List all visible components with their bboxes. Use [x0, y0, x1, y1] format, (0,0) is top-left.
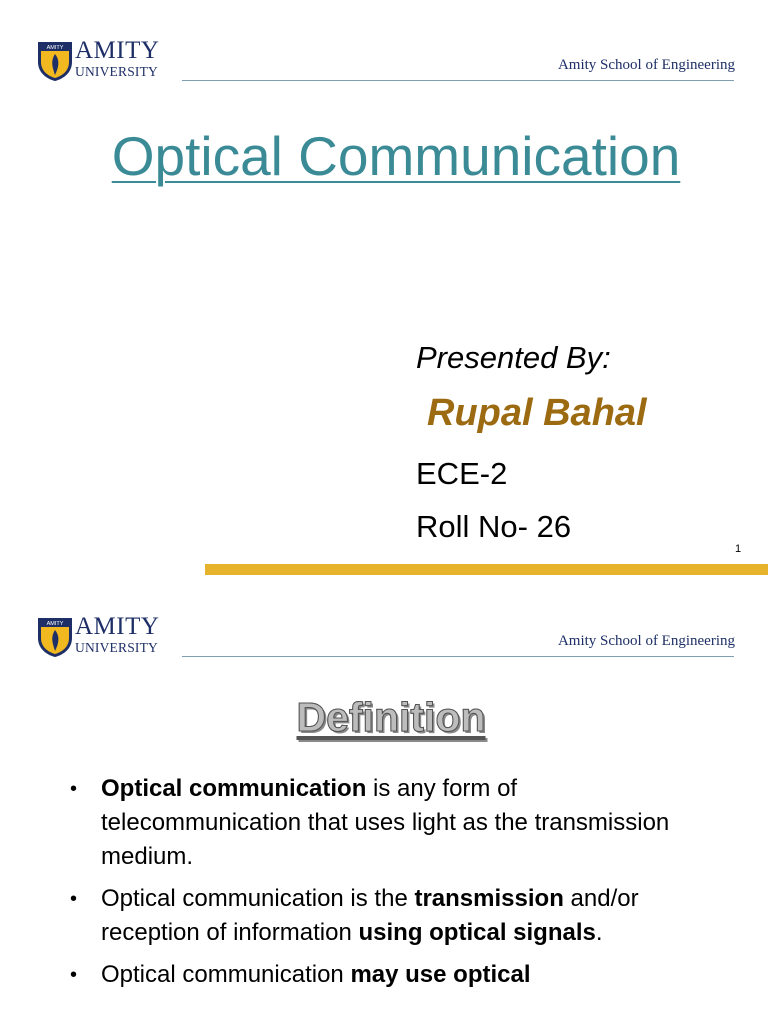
header-divider — [182, 80, 734, 81]
brand-name: AMITY — [75, 37, 160, 64]
bullet-dot-icon: • — [70, 778, 78, 800]
amity-crest-icon — [36, 40, 74, 82]
bullet-text: and/or reception of information — [101, 885, 639, 946]
definition-bullet — [70, 958, 690, 992]
bullet-text: Optical communication — [101, 961, 351, 988]
presenter-name: Rupal Bahal — [427, 392, 647, 434]
slide-2 — [0, 586, 768, 1024]
school-name: Amity School of Engineering — [557, 57, 735, 73]
presenter-roll: Roll No- 26 — [416, 509, 572, 544]
presented-by-label: Presented By: — [416, 340, 611, 375]
bullet-emphasis: using optical signals — [358, 919, 596, 946]
slide-title: Optical Communication — [111, 125, 681, 187]
definition-bullet — [70, 882, 690, 950]
definition-heading: Definition — [296, 694, 486, 740]
amity-logo — [36, 613, 176, 660]
header-divider — [182, 656, 734, 657]
definition-bullet — [70, 772, 690, 874]
brand-subtitle: UNIVERSITY — [75, 640, 158, 655]
bullet-text: . — [595, 919, 603, 946]
brand-subtitle: UNIVERSITY — [75, 64, 158, 79]
school-name: Amity School of Engineering — [557, 633, 735, 649]
bullet-dot-icon: • — [70, 964, 78, 986]
bullet-emphasis: transmission — [414, 885, 564, 912]
presenter-class: ECE-2 — [416, 456, 508, 491]
bullet-text: is any form of telecommunication that uses light as the transmission medium. — [101, 775, 670, 870]
bullet-emphasis: Optical communication — [101, 775, 367, 802]
bullet-emphasis: may use optical — [350, 961, 531, 988]
svg-text:AMITY: AMITY — [46, 45, 64, 51]
bullet-dot-icon: • — [70, 888, 78, 910]
svg-text:AMITY: AMITY — [46, 621, 64, 627]
bullet-text: Optical communication is the — [101, 885, 415, 912]
footer-bar — [205, 564, 768, 575]
amity-crest-icon — [36, 616, 74, 658]
amity-logo — [36, 37, 176, 84]
page-number: 1 — [735, 543, 742, 555]
definition-bullet-list — [70, 772, 690, 1000]
brand-name: AMITY — [75, 613, 160, 640]
